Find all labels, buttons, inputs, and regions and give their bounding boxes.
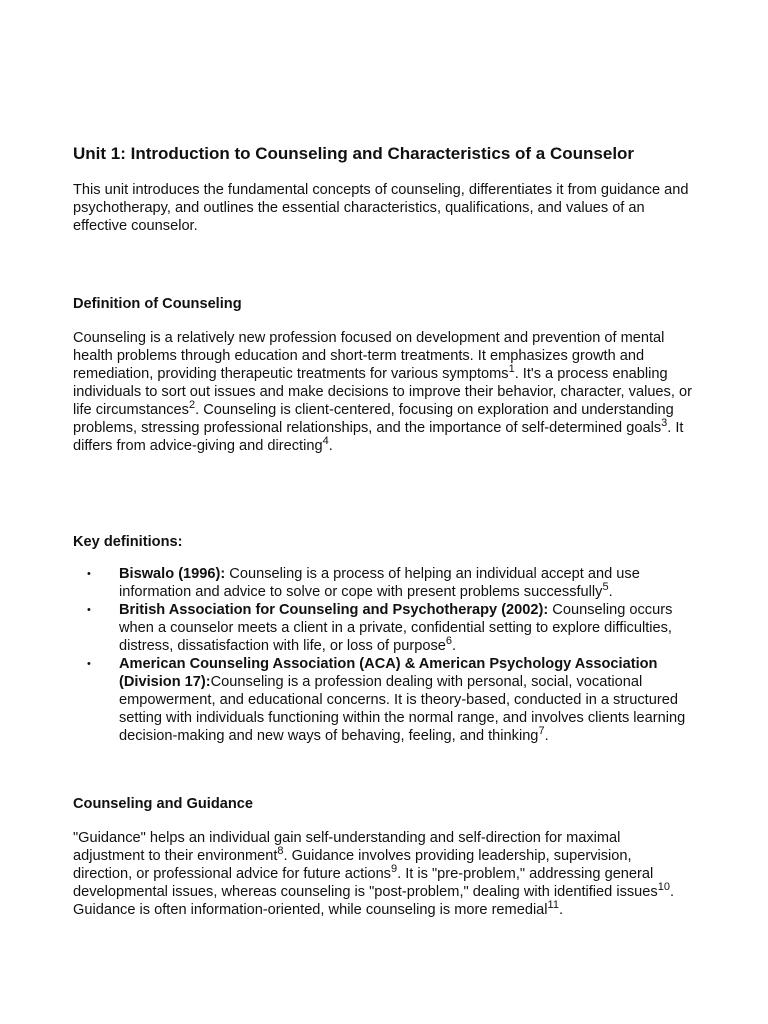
definition-source: Biswalo (1996): (119, 566, 226, 582)
footnote-ref[interactable]: 10 (657, 881, 670, 893)
bullet-icon: • (87, 568, 91, 580)
footnote-ref[interactable]: 11 (547, 899, 559, 911)
list-item: • British Association for Counseling and Psychotherapy (2002): Counseling occurs when a counselor meets a client in a private, confidential setting to explore difficulties, distress, dissatisfaction with life, or loss of purpose$^6$. (87, 602, 673, 654)
list-item: • American Counseling Association (ACA) & American Psychology Association (Division 17):Counseling is a profession dealing with personal, social, vocational empowerment, and educational concerns. It is theory-based, conducted in a structured setting with individuals functioning within the normal range, and involves clients learning decision-making and new ways of behaving, feeling, and thinking$^7$. (87, 656, 686, 744)
footnote-ref[interactable]: 7 (538, 725, 545, 737)
footnote-ref[interactable]: 3 (661, 417, 668, 429)
guidance-heading: Counseling and Guidance (73, 796, 254, 812)
footnote-ref[interactable]: 8 (277, 845, 284, 857)
footnote-ref[interactable]: 2 (188, 399, 196, 411)
key-definitions-list (73, 565, 692, 745)
footnote-ref[interactable]: 1 (508, 363, 515, 375)
guidance-paragraph: "Guidance" helps an individual gain self-understanding and self-direction for maximal adjustment to their environment$^8$. Guidance involves providing leadership, supervision, direction, or professional advice for future actions$^9$. It is "pre-problem," addressing general developmental issues, whereas counseling is "post-problem," dealing with identified issues$^{10}$. Guidance is often information-oriented, while counseling is more remedial$^{11}$. (73, 830, 675, 918)
definition-source: British Association for Counseling and Psychotherapy (2002): (119, 602, 549, 618)
bullet-icon: • (87, 604, 91, 616)
footnote-ref[interactable]: 9 (390, 863, 398, 875)
footnote-ref[interactable]: 4 (322, 435, 329, 447)
definition-heading: Definition of Counseling (73, 296, 242, 312)
list-item: • Biswalo (1996): Counseling is a process of helping an individual accept and use information and advice to solve or cope with present problems successfully$^5$. (87, 566, 640, 600)
definition-paragraph: Counseling is a relatively new profession focused on development and prevention of mental health problems through education and short-term treatments. It emphasizes growth and remediation, providing therapeutic treatments for various symptoms$^1$. It's a process enabling individuals to sort out issues and make decisions to improve their behavior, character, values, or life circumstances$^2$. Counseling is client-centered, focusing on exploration and understanding problems, stressing professional relationships, and the importance of self-determined goals$^3$. It differs from advice-giving and directing$^4$. (73, 330, 692, 454)
bullet-icon: • (87, 658, 91, 670)
footnote-ref[interactable]: 6 (445, 635, 453, 647)
footnote-ref[interactable]: 5 (602, 581, 609, 593)
intro-paragraph: This unit introduces the fundamental concepts of counseling, differentiates it from guidance and psychotherapy, and outlines the essential characteristics, qualifications, and values of an effective counselor. (73, 182, 689, 234)
page-title: Unit 1: Introduction to Counseling and Characteristics of a Counselor (73, 144, 635, 163)
definition-source: American Counseling Association (ACA) & American Psychology Association (Division 17): (119, 656, 658, 690)
key-definitions-heading: Key definitions: (73, 534, 183, 550)
